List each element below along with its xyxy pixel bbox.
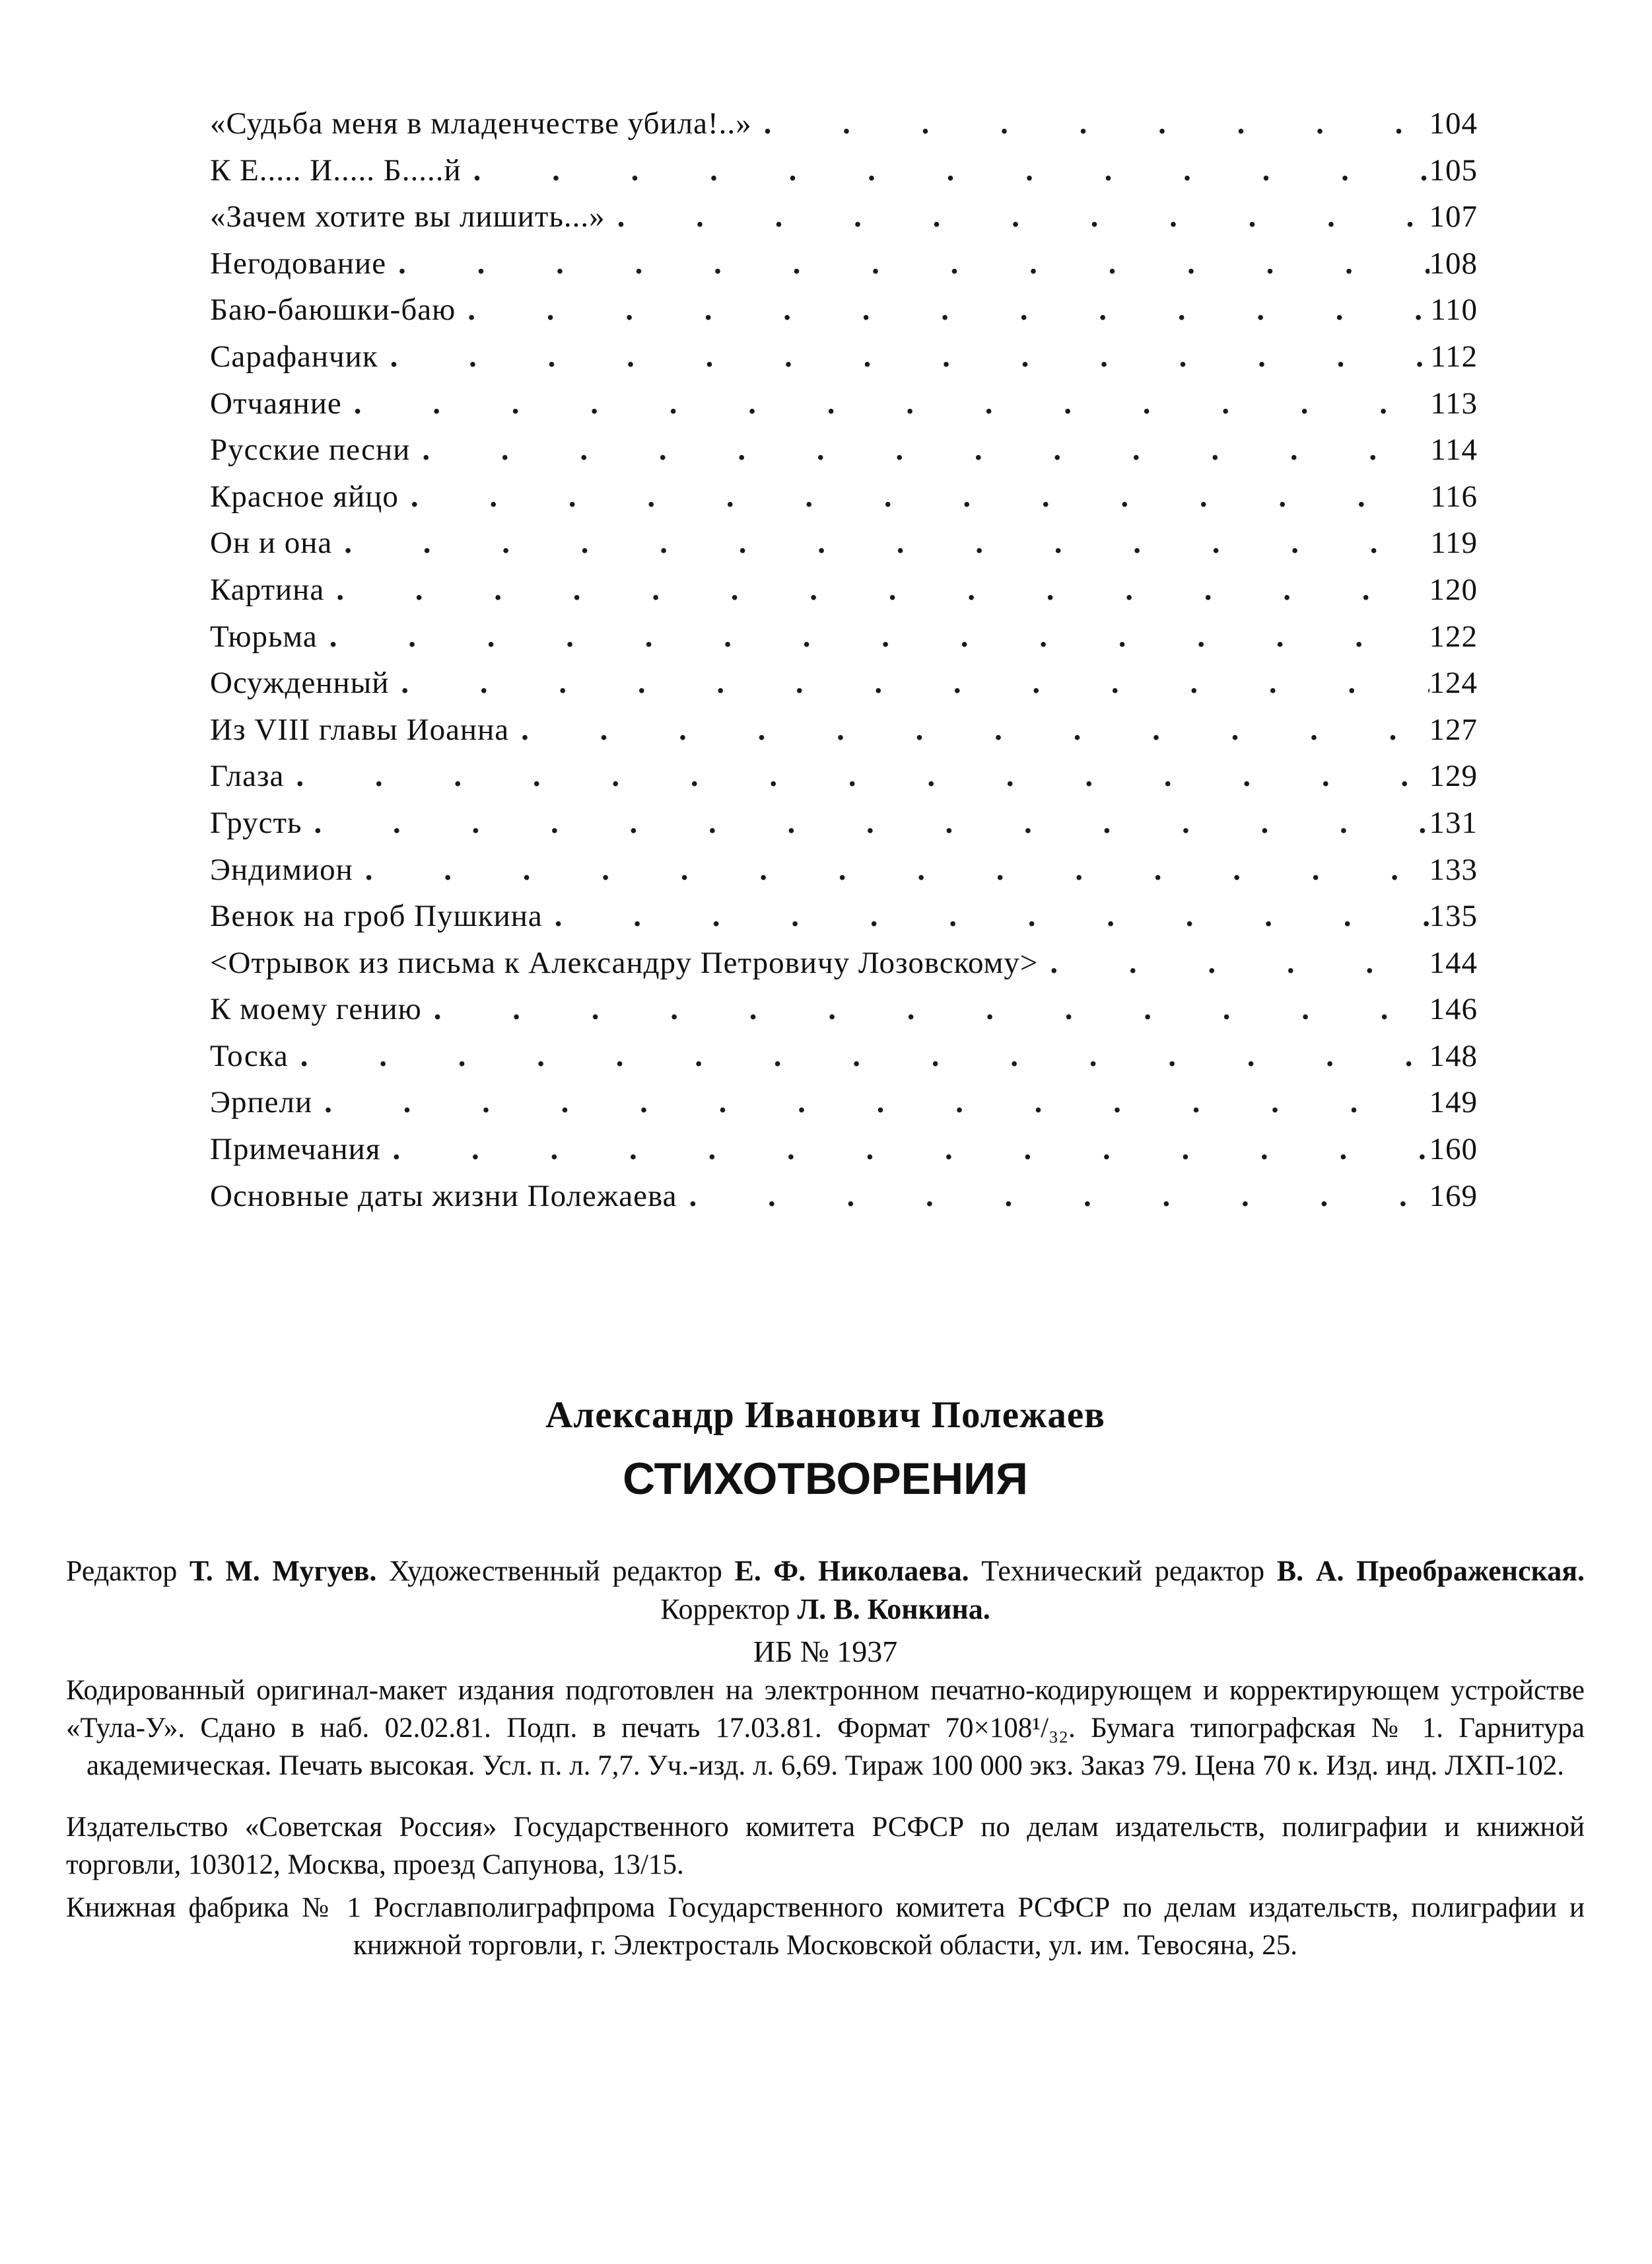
toc-entry-title: Глаза: [210, 759, 285, 794]
toc-entry: [210, 945, 1478, 992]
toc-entry: [210, 432, 1478, 479]
toc-entry-page: 127: [1429, 712, 1478, 747]
toc-entry: [210, 292, 1478, 339]
toc-entry-title: Из VIII главы Иоанна: [210, 712, 510, 747]
book-author: Александр Иванович Полежаев: [545, 1394, 1105, 1436]
toc-entry: [210, 479, 1478, 526]
toc-entry-title: <Отрывок из письма к Александру Петровичу Лозовскому>: [210, 945, 1039, 980]
toc-entry-title: Грусть: [210, 805, 302, 840]
toc-entry: [210, 805, 1478, 852]
toc-entry-page: 149: [1429, 1085, 1478, 1120]
editorial-credits: [66, 1552, 1585, 1629]
toc-entry-page: 144: [1429, 945, 1478, 980]
toc-dot-leader: [365, 852, 1429, 888]
publisher-info: Издательство «Советская Россия» Государственного комитета РСФСР по делам издательств, полиграфии и книжной торговли, 103012, Москва, проезд Сапунова, 13/15.: [66, 1812, 1585, 1880]
toc-dot-leader: [314, 805, 1429, 841]
toc-entry-title: Негодование: [210, 246, 387, 281]
toc-dot-leader: [467, 292, 1430, 328]
toc-entry-title: Основные даты жизни Полежаева: [210, 1178, 677, 1213]
toc-entry-title: Сарафанчик: [210, 339, 378, 374]
toc-entry-title: К моему гению: [210, 992, 422, 1027]
toc-entry-title: Отчаяние: [210, 386, 342, 421]
toc-entry-page: 169: [1429, 1178, 1478, 1213]
toc-entry-page: 135: [1429, 899, 1478, 934]
toc-entry-title: «Зачем хотите вы лишить...»: [210, 199, 605, 234]
toc-entry-title: К Е..... И..... Б.....й: [210, 153, 462, 188]
toc-entry-title: Венок на гроб Пушкина: [210, 899, 543, 934]
art-editor-label: Художественный редактор: [389, 1555, 722, 1587]
toc-entry-title: Красное яйцо: [210, 479, 399, 514]
toc-dot-leader: [1050, 945, 1429, 981]
proofreader-label: Корректор: [660, 1593, 790, 1625]
table-of-contents: [210, 106, 1478, 1224]
toc-entry-page: 146: [1429, 992, 1478, 1027]
toc-entry: [210, 991, 1478, 1038]
toc-dot-leader: [764, 106, 1429, 141]
toc-entry-title: Русские песни: [210, 433, 411, 468]
toc-entry-page: 116: [1430, 479, 1478, 514]
toc-entry-page: 108: [1429, 246, 1478, 281]
toc-entry-page: 124: [1429, 666, 1478, 701]
toc-entry-page: 131: [1429, 805, 1478, 840]
toc-entry: [210, 1038, 1478, 1085]
toc-dot-leader: [329, 619, 1429, 654]
toc-dot-leader: [689, 1178, 1429, 1214]
toc-entry-page: 113: [1430, 386, 1478, 421]
toc-entry-page: 129: [1429, 759, 1478, 794]
toc-entry-title: «Судьба меня в младенчестве убила!..»: [210, 106, 752, 141]
tech-editor-name: В. А. Преображенская.: [1276, 1555, 1585, 1587]
toc-dot-leader: [473, 153, 1429, 188]
colophon: [66, 1394, 1585, 1964]
toc-dot-leader: [354, 386, 1430, 421]
toc-entry: [210, 246, 1478, 293]
toc-dot-leader: [411, 479, 1430, 514]
toc-dot-leader: [390, 339, 1431, 374]
toc-entry: [210, 572, 1478, 619]
toc-dot-leader: [521, 712, 1429, 748]
toc-entry-title: Эрпели: [210, 1085, 313, 1120]
toc-entry-title: Тюрьма: [210, 619, 318, 654]
toc-dot-leader: [392, 1131, 1429, 1167]
toc-entry: [210, 525, 1478, 572]
toc-entry: [210, 619, 1478, 666]
toc-dot-leader: [300, 1038, 1429, 1074]
toc-entry: [210, 199, 1478, 246]
toc-entry: [210, 898, 1478, 945]
toc-dot-leader: [324, 1084, 1429, 1120]
toc-entry: [210, 386, 1478, 433]
toc-dot-leader: [336, 572, 1429, 608]
toc-entry-page: 160: [1429, 1132, 1478, 1167]
toc-entry-page: 110: [1430, 293, 1478, 328]
toc-dot-leader: [296, 758, 1429, 794]
toc-dot-leader: [398, 246, 1429, 281]
toc-entry-title: Тоска: [210, 1038, 289, 1073]
toc-entry: [210, 1178, 1478, 1225]
toc-entry-page: 133: [1429, 852, 1478, 887]
toc-entry: [210, 852, 1478, 899]
toc-entry-title: Примечания: [210, 1132, 381, 1167]
toc-entry-page: 107: [1429, 199, 1478, 234]
toc-entry-page: 119: [1430, 526, 1478, 561]
printer-info: Книжная фабрика № 1 Росглавполиграфпрома Государственного комитета РСФСР по делам издательств, полиграфии и книжной торговли, г. Электросталь Московской области, ул. им. Тевосяна, 25.: [66, 1892, 1585, 1961]
toc-entry-page: 120: [1429, 572, 1478, 607]
toc-entry: [210, 712, 1478, 759]
proofreader-name: Л. В. Конкина.: [797, 1593, 990, 1625]
toc-entry-page: 114: [1430, 433, 1478, 468]
toc-entry-title: Эндимион: [210, 852, 353, 887]
editor-label: Редактор: [66, 1555, 178, 1587]
tech-editor-label: Технический редактор: [981, 1555, 1265, 1587]
toc-entry-title: Баю-баюшки-баю: [210, 293, 456, 328]
toc-entry-page: 148: [1429, 1038, 1478, 1073]
toc-entry-page: 104: [1429, 106, 1478, 141]
toc-dot-leader: [344, 525, 1430, 561]
toc-entry-page: 122: [1429, 619, 1478, 654]
toc-dot-leader: [422, 432, 1430, 468]
ib-number: ИБ № 1937: [753, 1635, 898, 1668]
toc-entry-title: Картина: [210, 572, 325, 607]
art-editor-name: Е. Ф. Николаева.: [734, 1555, 969, 1587]
printing-details: Кодированный оригинал-макет издания подготовлен на электронном печатно-кодирующем и корректирующем устройстве «Тула-У». Сдано в наб. 02.02.81. Подп. в печать 17.03.81. Формат 70×108¹/₃₂. Бумага типографская № 1. Гарнитура академическая. Печать высокая. Усл. п. л. 7,7. Уч.-изд. л. 6,69. Тираж 100 000 экз. Заказ 79. Цена 70 к. Изд. инд. ЛХП-102.: [66, 1675, 1585, 1781]
toc-entry-page: 112: [1430, 339, 1478, 374]
toc-entry: [210, 665, 1478, 712]
toc-entry: [210, 106, 1478, 153]
editor-name: Т. М. Мугуев.: [189, 1555, 377, 1587]
toc-dot-leader: [434, 991, 1429, 1027]
toc-entry-title: Осужденный: [210, 666, 390, 701]
toc-entry: [210, 758, 1478, 805]
toc-entry: [210, 1084, 1478, 1131]
book-title: СТИХОТВОРЕНИЯ: [623, 1454, 1028, 1504]
toc-entry: [210, 339, 1478, 386]
toc-entry: [210, 153, 1478, 199]
toc-dot-leader: [617, 199, 1429, 234]
toc-entry: [210, 1131, 1478, 1178]
toc-entry-page: 105: [1429, 153, 1478, 188]
toc-entry-title: Он и она: [210, 526, 333, 561]
toc-dot-leader: [555, 898, 1429, 934]
toc-dot-leader: [401, 665, 1429, 701]
